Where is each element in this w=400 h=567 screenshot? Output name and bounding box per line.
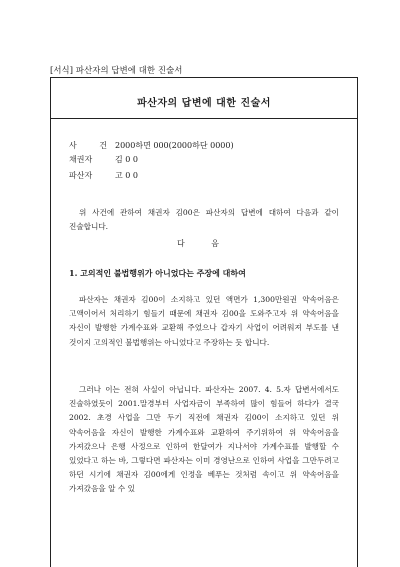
case-row-bankrupt [69, 170, 138, 181]
paragraph-2-text: 그러나 이는 전혀 사실이 아닙니다. 파산자는 2007. 4. 5.자 답변서에서도 진술하였듯이 2001.말경부터 사업자금이 부족하여 많이 힘들어 하다가 결국 2002. 초경 사업을 그만 두기 직전에 채권자 김00이 소지하고 있던 위 약속어음을 자신이 발행한 가계수표와 교환하여 주기위하여 위 약속어음을 가져갔으나 은행 사정으로 인하여 한달여가 지나서야 가계수표를 발행할 수 있었다고 하는 바, 그렇다면 파산자는 이미 경영난으로 인하여 사업을 그만두려고 하던 시기에 채권자 김00에게 인정을 베푸는 것처럼 속이고 위 약속어음을 가져갔음을 알 수 있 [69, 385, 339, 494]
intro-text: 위 사건에 관하여 채권자 김00은 파산자의 답변에 대하여 다음과 같이 진술합니다. [69, 208, 339, 232]
title-divider [51, 118, 357, 119]
form-label: [서식] 파산자의 답변에 대한 진술서 [50, 65, 183, 75]
paragraph-1 [69, 293, 339, 350]
document-title: 파산자의 답변에 대한 진술서 [137, 98, 271, 109]
center-heading: 다 음 [177, 239, 231, 248]
case-value: 2000하면 000(2000하단 0000) [115, 141, 234, 150]
paragraph-2 [69, 383, 339, 497]
creditor-key: 채권자 [69, 155, 93, 164]
bankrupt-value: 고 0 0 [115, 171, 138, 180]
case-row-case [69, 140, 234, 151]
creditor-value: 김 0 0 [115, 155, 138, 164]
document-frame [50, 77, 358, 567]
case-row-creditor [69, 154, 138, 165]
intro-paragraph [69, 206, 339, 234]
section-1-title: 1. 고의적인 불법행위가 아니었다는 주장에 대하여 [69, 268, 246, 278]
paragraph-1-text: 파산자는 채권자 김00이 소지하고 있던 액면가 1,300만원권 약속어음은 고액이어서 처리하기 힘들기 때문에 채권자 김00을 도와주고자 위 약속어음을 자신이 발행한 가계수표와 교환해 주었으나 갑자기 사업이 어려워져 부도를 낸 것이지 고의적인 불법행위는 아니었다고 주장하는 듯 합니다. [69, 295, 339, 347]
case-key: 사 건 [69, 141, 117, 150]
bankrupt-key: 파산자 [69, 171, 93, 180]
